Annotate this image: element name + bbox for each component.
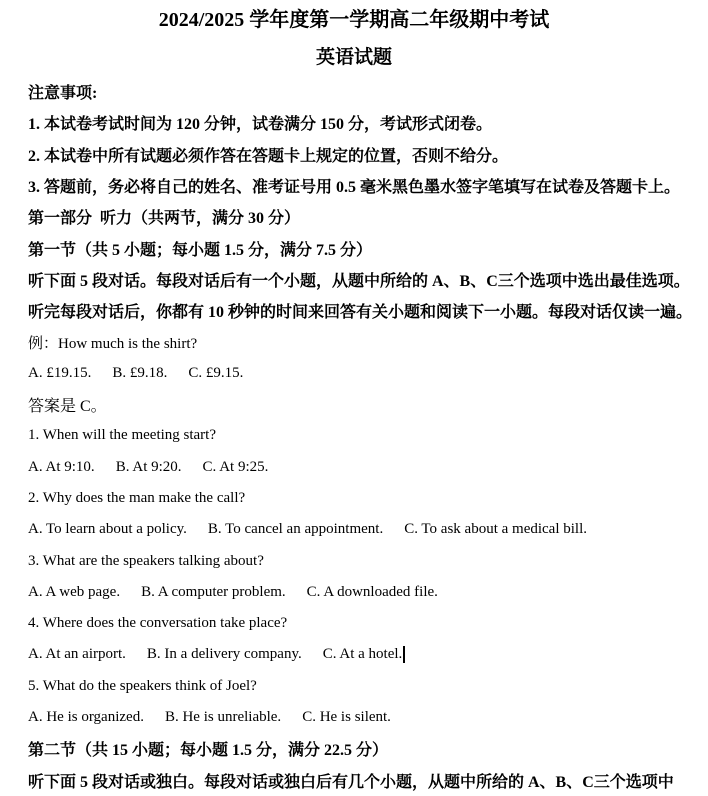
doc-body xyxy=(0,76,708,796)
question-1-prompt: 1. When will the meeting start? xyxy=(28,427,217,444)
notice-item-3: 3. 答题前，务必将自己的姓名、准考证号用 0.5 毫米黑色墨水签字笔填写在试卷及答题卡上。 xyxy=(28,179,681,197)
question-5-option-c: C. He is silent. xyxy=(302,709,391,726)
question-3-options-row xyxy=(28,577,688,608)
notice-item-1: 1. 本试卷考试时间为 120 分钟，试卷满分 150 分，考试形式闭卷。 xyxy=(28,116,493,134)
section1-heading: 第一节（共 5 小题；每小题 1.5 分，满分 7.5 分） xyxy=(28,241,373,259)
question-4-prompt: 4. Where does the conversation take place? xyxy=(28,615,288,632)
question-4-option-b: B. In a delivery company. xyxy=(146,646,302,663)
example-option-c: C. £9.15. xyxy=(188,364,244,381)
section2-instruction-1: 听下面 5 段对话或独白。每段对话或独白后有几个小题，从题中所给的 A、B、C三个选项中 xyxy=(28,773,674,791)
question-3-option-b: B. A computer problem. xyxy=(141,583,286,600)
question-2-option-a: A. To learn about a policy. xyxy=(28,521,187,538)
example-prompt: 例：How much is the shirt? xyxy=(28,335,198,352)
question-4-options-row xyxy=(28,639,688,670)
question-2-prompt: 2. Why does the man make the call? xyxy=(28,490,246,506)
section2-heading: 第二节（共 15 小题；每小题 1.5 分，满分 22.5 分） xyxy=(28,742,389,760)
example-answer: 答案是 C。 xyxy=(28,398,107,416)
question-2-options-row xyxy=(28,514,688,545)
notice-item-2: 2. 本试卷中所有试题必须作答在答题卡上规定的位置，否则不给分。 xyxy=(28,147,509,165)
example-option-a: A. £19.15. xyxy=(28,364,92,381)
question-5-option-a: A. He is organized. xyxy=(28,709,144,726)
notice-heading: 注意事项: xyxy=(28,85,98,103)
doc-title: 2024/2025 学年度第一学期高二年级期中考试 xyxy=(158,9,550,31)
question-1-option-b: B. At 9:20. xyxy=(115,458,182,475)
question-5-options-row xyxy=(28,702,688,733)
question-2-option-c: C. To ask about a medical bill. xyxy=(404,521,588,538)
question-3-option-a: A. A web page. xyxy=(28,583,121,600)
example-option-b: B. £9.18. xyxy=(112,364,168,381)
example-options-row xyxy=(28,358,688,389)
doc-subtitle: 英语试题 xyxy=(315,47,392,68)
question-1-options-row xyxy=(28,452,688,483)
question-4-option-c: C. At a hotel. xyxy=(322,646,403,663)
question-3-option-c: C. A downloaded file. xyxy=(306,583,438,600)
question-5-prompt: 5. What do the speakers think of Joel? xyxy=(28,677,257,694)
section1-instruction-2: 听完每段对话后，你都有 10 秒钟的时间来回答有关小题和阅读下一小题。每段对话仅读一遍。 xyxy=(28,304,693,322)
question-1-option-a: A. At 9:10. xyxy=(28,458,95,475)
question-1-option-c: C. At 9:25. xyxy=(202,458,269,475)
question-4-option-a: A. At an airport. xyxy=(28,646,126,663)
section1-instruction-1: 听下面 5 段对话。每段对话后有一个小题，从题中所给的 A、B、C三个选项中选出最佳选项。 xyxy=(28,272,690,290)
question-5-option-b: B. He is unreliable. xyxy=(164,709,282,726)
text-cursor[interactable] xyxy=(403,646,405,663)
question-3-prompt: 3. What are the speakers talking about? xyxy=(28,552,264,569)
part1-heading: 第一部分 听力（共两节，满分 30 分） xyxy=(28,210,301,228)
question-2-option-b: B. To cancel an appointment. xyxy=(207,521,384,538)
